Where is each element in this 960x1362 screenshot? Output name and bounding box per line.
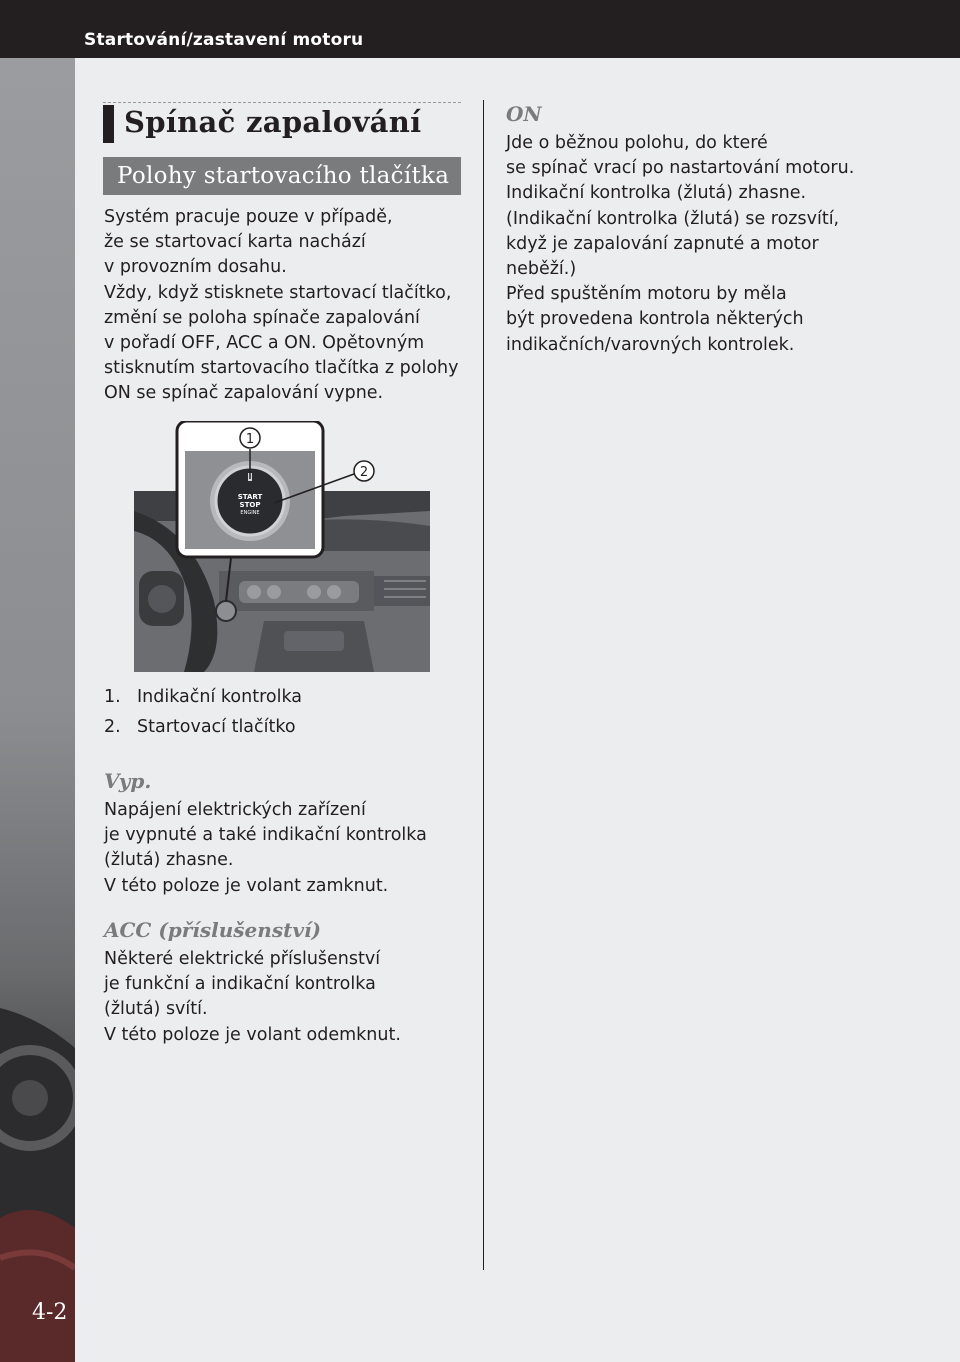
acc-mode-line: Některé elektrické příslušenství <box>104 949 381 969</box>
legend-text: Indikační kontrolka <box>137 687 303 707</box>
acc-mode-title: ACC (příslušenství) <box>104 918 322 942</box>
callout-1-label: 1 <box>245 432 255 447</box>
figure-legend <box>104 682 302 742</box>
on-mode-line: Jde o běžnou polohu, do které <box>506 133 768 153</box>
acc-mode-line: je funkční a indikační kontrolka <box>104 974 376 995</box>
intro-line: že se startovací karta nachází <box>104 232 366 253</box>
legend-text: Startovací tlačítko <box>137 717 296 737</box>
intro-paragraph <box>104 205 459 407</box>
callout-2-label: 2 <box>359 465 369 480</box>
on-mode-line: (Indikační kontrolka (žlutá) se rozsvítí, <box>506 208 840 229</box>
off-mode-line: je vypnuté a také indikační kontrolka <box>104 825 427 846</box>
acc-mode-line: (žlutá) svítí. <box>104 999 208 1020</box>
on-mode-line: být provedena kontrola některých <box>506 309 804 330</box>
off-mode-line: V této poloze je volant zamknut. <box>104 875 389 896</box>
on-mode-line: Indikační kontrolka (žlutá) zhasne. <box>506 183 807 204</box>
on-mode-line: Před spuštěním motoru by měla <box>506 284 787 305</box>
intro-line: v pořadí OFF, ACC a ON. Opětovným <box>104 333 425 354</box>
column-divider <box>483 100 484 1270</box>
page-number: 4-2 <box>32 1300 68 1325</box>
on-mode-line: se spínač vrací po nastartování motoru. <box>506 158 855 179</box>
legend-item <box>104 712 302 742</box>
intro-line: v provozním dosahu. <box>104 257 287 278</box>
interior-photo-strip <box>0 58 75 1362</box>
header-title: Startování/zastavení motoru <box>84 30 364 50</box>
intro-line: ON se spínač zapalování vypne. <box>104 383 384 404</box>
sidebar-decoration <box>0 58 75 1362</box>
section-heading <box>103 102 461 145</box>
start-button-figure <box>134 421 432 672</box>
header-bar <box>0 0 960 58</box>
intro-line: Systém pracuje pouze v případě, <box>104 207 393 227</box>
section-title: Spínač zapalování <box>124 105 422 139</box>
heading-bar <box>103 105 114 143</box>
off-mode-line: (žlutá) zhasne. <box>104 850 234 871</box>
button-label-engine: ENGINE <box>240 510 260 516</box>
start-button-small <box>216 601 236 621</box>
button-label-start: START <box>237 493 263 501</box>
legend-number: 2. <box>104 717 121 737</box>
legend-number: 1. <box>104 687 121 707</box>
on-mode-paragraph <box>506 131 854 358</box>
button-label-stop: STOP <box>239 501 261 509</box>
on-mode-title: ON <box>506 102 542 126</box>
on-mode-line: indikačních/varovných kontrolek. <box>506 334 795 355</box>
legend-item <box>104 682 302 712</box>
intro-line: Vždy, když stisknete startovací tlačítko, <box>104 282 452 303</box>
on-mode-line: když je zapalování zapnuté a motor <box>506 233 819 254</box>
off-mode-line: Napájení elektrických zařízení <box>104 800 366 820</box>
off-mode-paragraph <box>104 798 427 899</box>
off-mode-title: Vyp. <box>104 769 152 793</box>
acc-mode-line: V této poloze je volant odemknut. <box>104 1024 401 1045</box>
intro-line: změní se poloha spínače zapalování <box>104 307 420 328</box>
on-mode-line: neběží.) <box>506 259 577 280</box>
intro-line: stisknutím startovacího tlačítka z polohy <box>104 358 459 379</box>
page-content <box>75 58 960 1362</box>
acc-mode-paragraph <box>104 947 401 1048</box>
section-subtitle: Polohy startovacího tlačítka <box>103 157 461 195</box>
